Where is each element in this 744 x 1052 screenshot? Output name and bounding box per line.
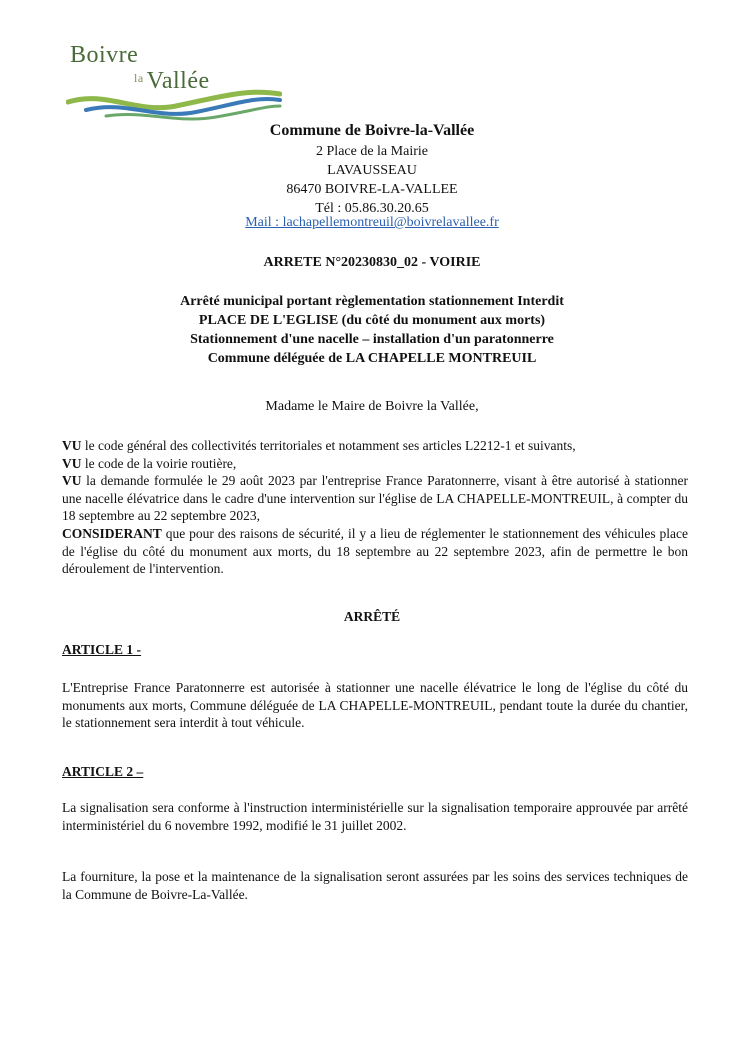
considerations-block (62, 437, 688, 578)
article-2-para-1: La signalisation sera conforme à l'instruction interministérielle sur la signalisation temporaire approuvée par arrêté interministériel du 6 novembre 1992, modifié le 31 juillet 2002. (62, 800, 688, 833)
address-line-2: LAVAUSSEAU (327, 163, 417, 178)
consideration-1-text: le code général des collectivités territoriales et notamment ses articles L2212-1 et suivants, (81, 438, 576, 453)
consideration-1 (62, 437, 688, 455)
article-1-text: L'Entreprise France Paratonnerre est autorisée à stationner une nacelle élévatrice le long de l'église du côté du monuments aux morts, Commune déléguée de LA CHAPELLE-MONTREUIL, pendant toute la durée du chantier, le stationnement sera interdit à tout véhicule. (62, 680, 688, 731)
address-line-1: 2 Place de la Mairie (316, 144, 428, 159)
consideration-3-lead: VU (62, 473, 82, 489)
logo-wave-icon (66, 84, 282, 124)
article-2-para-2: La fourniture, la pose et la maintenance de la signalisation seront assurées par les soins des services techniques de la Commune de Boivre-La-Vallée. (62, 869, 688, 902)
mail-link[interactable]: Mail : lachapellemontreuil@boivrelavallee.fr (245, 215, 499, 230)
commune-logo (66, 40, 282, 120)
consideration-2-text: le code de la voirie routière, (81, 455, 237, 471)
consideration-4-text: que pour des raisons de sécurité, il y a lieu de réglementer le stationnement des véhicules place de l'église du côté du monument aux morts, du 18 septembre au 22 septembre 2023, afin de permettre le bon déroulement de l'intervention. (62, 525, 688, 577)
phone-line: Tél : 05.86.30.20.65 (315, 201, 429, 216)
arrete-number: ARRETE N°20230830_02 - VOIRIE (263, 255, 481, 270)
subject-line-1: Arrêté municipal portant règlementation stationnement Interdit (180, 294, 564, 309)
subject-block (0, 292, 744, 368)
subject-line-2: PLACE DE L'EGLISE (du côté du monument aux morts) (198, 313, 546, 328)
consideration-3 (62, 472, 688, 525)
arrete-heading: ARRÊTÉ (343, 609, 401, 624)
article-1-heading: ARTICLE 1 - (62, 642, 142, 657)
article-2-heading: ARTICLE 2 – (62, 764, 144, 779)
commune-name: Commune de Boivre-la-Vallée (269, 122, 475, 139)
maire-salutation: Madame le Maire de Boivre la Vallée, (265, 399, 479, 414)
address-line-3: 86470 BOIVRE-LA-VALLEE (286, 182, 458, 197)
consideration-4-lead: CONSIDERANT (62, 525, 162, 541)
consideration-4 (62, 525, 688, 578)
subject-line-4: Commune déléguée de LA CHAPELLE MONTREUIL (207, 351, 537, 366)
consideration-2 (62, 455, 688, 473)
logo-word-boivre: Boivre (70, 42, 139, 68)
logo-word-vallee: Vallée (146, 68, 210, 94)
consideration-2-lead: VU (62, 455, 82, 471)
consideration-1-lead: VU (62, 438, 82, 453)
subject-line-3: Stationnement d'une nacelle – installation d'un paratonnerre (190, 332, 554, 347)
consideration-3-text: la demande formulée le 29 août 2023 par l'entreprise France Paratonnerre, visant à être autorisé à stationner une nacelle élévatrice dans le cadre d'une intervention sur l'église de LA CHAPELLE-MONTREUIL, à compter du 18 septembre au 22 septembre 2023, (62, 473, 688, 524)
logo-word-la: la (134, 71, 144, 85)
